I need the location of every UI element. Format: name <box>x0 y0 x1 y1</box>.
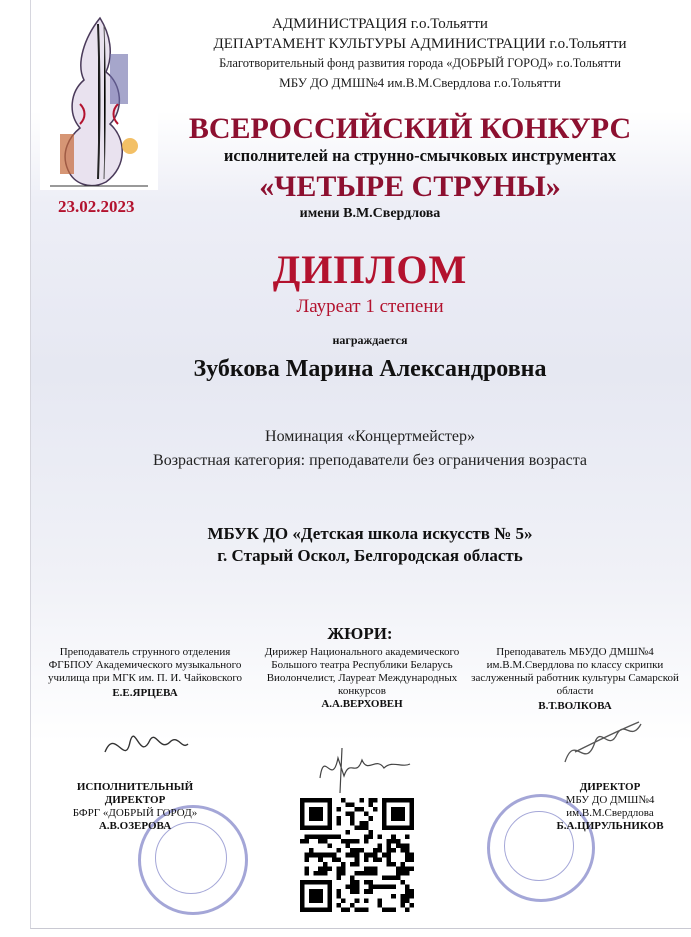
violin-emblem <box>40 14 158 190</box>
director-left-title: ИСПОЛНИТЕЛЬНЫЙ ДИРЕКТОР <box>76 781 194 806</box>
header-line-3: Благотворительный фонд развития города «ДОБРЫЙ ГОРОД» г.о.Тольятти <box>219 56 621 70</box>
location: г. Старый Оскол, Белгородская область <box>217 546 523 565</box>
nomination: Номинация «Концертмейстер» <box>265 428 475 445</box>
jury-right-position: Преподаватель МБУДО ДМШ№4 им.В.М.Свердлова по классу скрипки заслуженный работник культуры Самарской области <box>471 646 679 697</box>
awarded-label: награждается <box>332 333 408 347</box>
header-line-4: МБУ ДО ДМШ№4 им.В.М.Свердлова г.о.Тольятти <box>279 75 561 90</box>
contest-subtitle: исполнителей на струнно-смычковых инструментах <box>223 146 617 165</box>
date-label: 23.02.2023 <box>58 197 135 216</box>
jury-left-name: Е.Е.ЯРЦЕВА <box>112 687 178 699</box>
jury-member-center <box>262 646 462 711</box>
director-right <box>540 781 680 833</box>
diploma-degree: Лауреат 1 степени <box>296 296 444 317</box>
director-left <box>50 781 220 833</box>
jury-heading: ЖЮРИ: <box>327 624 393 643</box>
institution: МБУК ДО «Детская школа искусств № 5» <box>207 524 533 543</box>
contest-title: ВСЕРОССИЙСКИЙ КОНКУРС <box>188 112 632 145</box>
jury-right-name: В.Т.ВОЛКОВА <box>538 700 612 712</box>
director-left-name: А.В.ОЗЕРОВА <box>98 820 172 832</box>
contest-name: «ЧЕТЫРЕ СТРУНЫ» <box>259 170 561 203</box>
jury-member-left <box>40 646 250 700</box>
jury-member-right <box>470 646 680 713</box>
recipient-name: Зубкова Марина Александровна <box>193 356 547 382</box>
director-left-org: БФРГ «ДОБРЫЙ ГОРОД» <box>72 807 198 819</box>
jury-center-name: А.А.ВЕРХОВЕН <box>321 698 403 710</box>
director-right-title: ДИРЕКТОР <box>579 781 641 793</box>
director-right-name: Б.А.ЦИРУЛЬНИКОВ <box>556 820 664 832</box>
age-category: Возрастная категория: преподаватели без ограничения возраста <box>153 452 587 469</box>
director-right-org: МБУ ДО ДМШ№4 им.В.М.Свердлова <box>565 794 655 819</box>
header-line-1: АДМИНИСТРАЦИЯ г.о.Тольятти <box>272 16 488 32</box>
signature-center <box>310 738 420 803</box>
jury-center-position: Дирижер Национального академического Большого театра Республики Беларусь Виолончелист, Лауреат Международных конкурсов <box>264 646 460 697</box>
diploma-title: ДИПЛОМ <box>272 247 468 292</box>
signature-left <box>100 722 190 777</box>
qr-code <box>300 798 414 912</box>
jury-left-position: Преподаватель струнного отделения ФГБПОУ Академического музыкального училища при МГК им. П. И. Чайковского <box>47 646 243 684</box>
signature-right <box>555 712 645 787</box>
contest-named-after: имени В.М.Свердлова <box>299 206 441 221</box>
header-line-2: ДЕПАРТАМЕНТ КУЛЬТУРЫ АДМИНИСТРАЦИИ г.о.Тольятти <box>213 36 627 52</box>
